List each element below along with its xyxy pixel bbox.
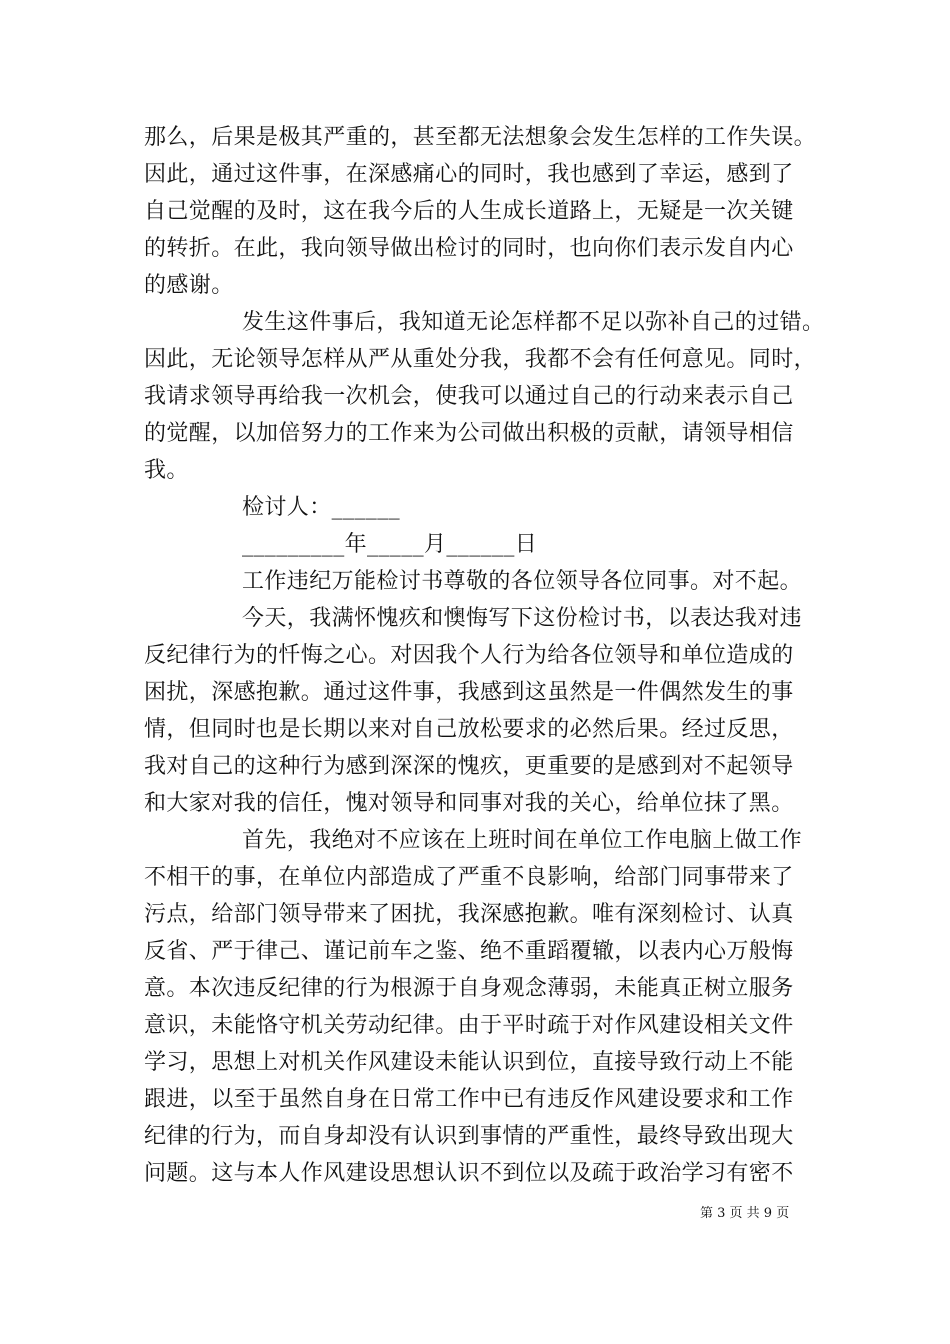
text-line: 情，但同时也是长期以来对自己放松要求的必然后果。经过反思， <box>144 717 794 742</box>
text-line: 的转折。在此，我向领导做出检讨的同时，也向你们表示发自内心 <box>144 236 794 261</box>
text-line: 纪律的行为，而自身却没有认识到事情的严重性，最终导致出现大 <box>144 1124 794 1149</box>
text-line: 跟进，以至于虽然自身在日常工作中已有违反作风建设要求和工作 <box>144 1087 794 1112</box>
text-line: 我对自己的这种行为感到深深的愧疚，更重要的是感到对不起领导 <box>144 754 794 779</box>
signature-line: 检讨人：______ <box>242 495 401 520</box>
text-line: 学习，思想上对机关作风建设未能认识到位，直接导致行动上不能 <box>144 1050 794 1075</box>
text-line: 问题。这与本人作风建设思想认识不到位以及疏于政治学习有密不 <box>144 1161 794 1186</box>
text-line: 污点，给部门领导带来了困扰，我深感抱歉。唯有深刻检讨、认真 <box>144 902 794 927</box>
page-number: 第 3 页 共 9 页 <box>700 1206 790 1221</box>
paragraph-start-line: 发生这件事后，我知道无论怎样都不足以弥补自己的过错。 <box>242 310 825 335</box>
date-line: _________年_____月______日 <box>242 532 538 557</box>
text-line: 反纪律行为的忏悔之心。对因我个人行为给各位领导和单位造成的 <box>144 643 794 668</box>
text-line: 反省、严于律己、谨记前车之鉴、绝不重蹈覆辙，以表内心万般悔 <box>144 939 794 964</box>
text-line: 因此，通过这件事，在深感痛心的同时，我也感到了幸运，感到了 <box>144 162 794 187</box>
text-line: 那么，后果是极其严重的，甚至都无法想象会发生怎样的工作失误。 <box>144 125 817 150</box>
text-line: 的觉醒，以加倍努力的工作来为公司做出积极的贡献，请领导相信 <box>144 421 794 446</box>
text-line: 自己觉醒的及时，这在我今后的人生成长道路上，无疑是一次关键 <box>144 199 794 224</box>
text-line: 因此，无论领导怎样从严从重处分我，我都不会有任何意见。同时， <box>144 347 817 372</box>
text-line: 意识，未能恪守机关劳动纪律。由于平时疏于对作风建设相关文件 <box>144 1013 794 1038</box>
section-title-line: 工作违纪万能检讨书尊敬的各位领导各位同事。对不起。 <box>242 569 803 594</box>
text-line: 的感谢。 <box>144 273 234 298</box>
text-line: 和大家对我的信任，愧对领导和同事对我的关心，给单位抹了黑。 <box>144 791 794 816</box>
text-line: 困扰，深感抱歉。通过这件事，我感到这虽然是一件偶然发生的事 <box>144 680 794 705</box>
paragraph-start-line: 今天，我满怀愧疚和懊悔写下这份检讨书，以表达我对违 <box>242 606 803 631</box>
text-line: 意。本次违反纪律的行为根源于自身观念薄弱，未能真正树立服务 <box>144 976 794 1001</box>
paragraph-start-line: 首先，我绝对不应该在上班时间在单位工作电脑上做工作 <box>242 828 803 853</box>
text-line: 我请求领导再给我一次机会，使我可以通过自己的行动来表示自己 <box>144 384 794 409</box>
text-line: 我。 <box>144 458 189 483</box>
text-line: 不相干的事，在单位内部造成了严重不良影响，给部门同事带来了 <box>144 865 794 890</box>
